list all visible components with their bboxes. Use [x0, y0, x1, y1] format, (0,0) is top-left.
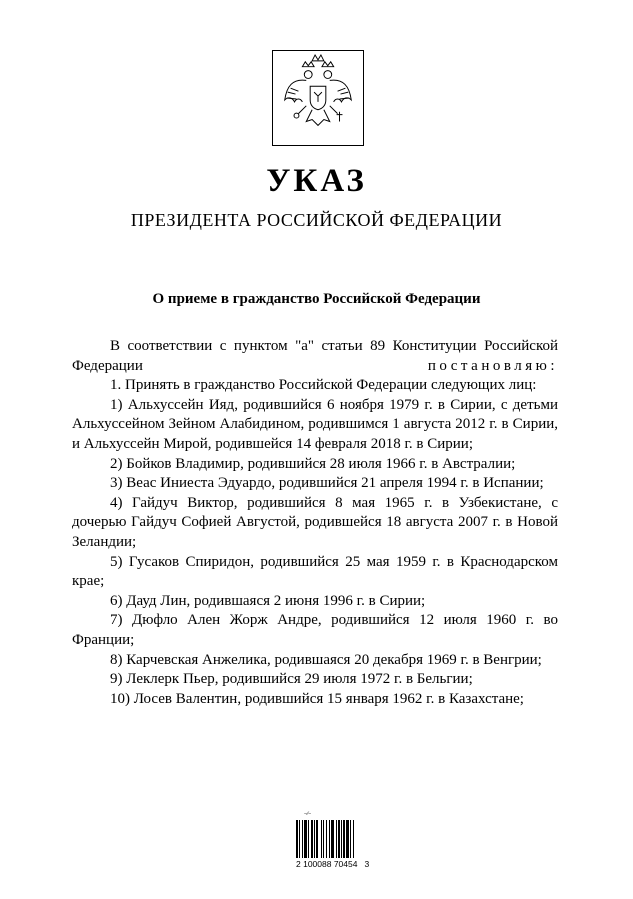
person-entry: 3) Веас Иниеста Эдуардо, родившийся 21 апреля 1994 г. в Испании; — [110, 475, 544, 492]
document-subtitle: ПРЕЗИДЕНТА РОССИЙСКОЙ ФЕДЕРАЦИИ — [130, 210, 503, 230]
item-1: 1. Принять в гражданство Российской Федерации следующих лиц: — [110, 377, 537, 394]
signature-mark: ~⁄⁄~ — [304, 812, 312, 817]
decree-word: постановляю: — [427, 357, 558, 374]
person-entry: 9) Леклерк Пьер, родившийся 29 июля 1972 г. в Бельгии; — [110, 671, 473, 688]
person-entry: 4) Гайдуч Виктор, родившийся 8 мая 1965 г. в Узбекистане, с дочерью Гайдуч Софией Августой, родившейся 18 августа 2007 г. в Новой Зеландии; — [72, 494, 558, 550]
person-entry: 8) Карчевская Анжелика, родившаяся 20 декабря 1969 г. в Венгрии; — [110, 651, 542, 668]
person-entry: 2) Бойков Владимир, родившийся 28 июля 1966 г. в Австралии; — [110, 455, 516, 472]
intro-text: В соответствии с пунктом "а" статьи 89 Конституции Российской Федерации — [72, 338, 558, 374]
coat-of-arms-icon — [272, 50, 364, 146]
barcode — [296, 812, 376, 872]
person-entry: 7) Дюфло Ален Жорж Андре, родившийся 12 июля 1960 г. во Франции; — [72, 612, 558, 648]
decree-body — [72, 337, 558, 709]
person-entry: 5) Гусаков Спиридон, родившийся 25 мая 1959 г. в Краснодарском крае; — [72, 553, 558, 590]
barcode-icon — [296, 820, 376, 858]
intro-paragraph — [72, 337, 558, 376]
person-entry: 10) Лосев Валентин, родившийся 15 января 1962 г. в Казахстане; — [110, 690, 524, 707]
person-entry: 6) Дауд Лин, родившаяся 2 июня 1996 г. в Сирии; — [110, 592, 426, 609]
decree-heading: О приеме в гражданство Российской Федерации — [152, 291, 481, 307]
barcode-number: 2 100088 70454 3 — [296, 859, 370, 869]
document-title: УКАЗ — [266, 163, 367, 199]
person-entry: 1) Альхуссейн Ияд, родившийся 6 ноября 1979 г. в Сирии, с детьми Альхуссейном Зейном Алабидином, родившимся 1 августа 2012 г. в Сирии, и Альхуссейн Мирой, родившейся 14 февраля 2018 г. в Сирии; — [72, 396, 558, 452]
